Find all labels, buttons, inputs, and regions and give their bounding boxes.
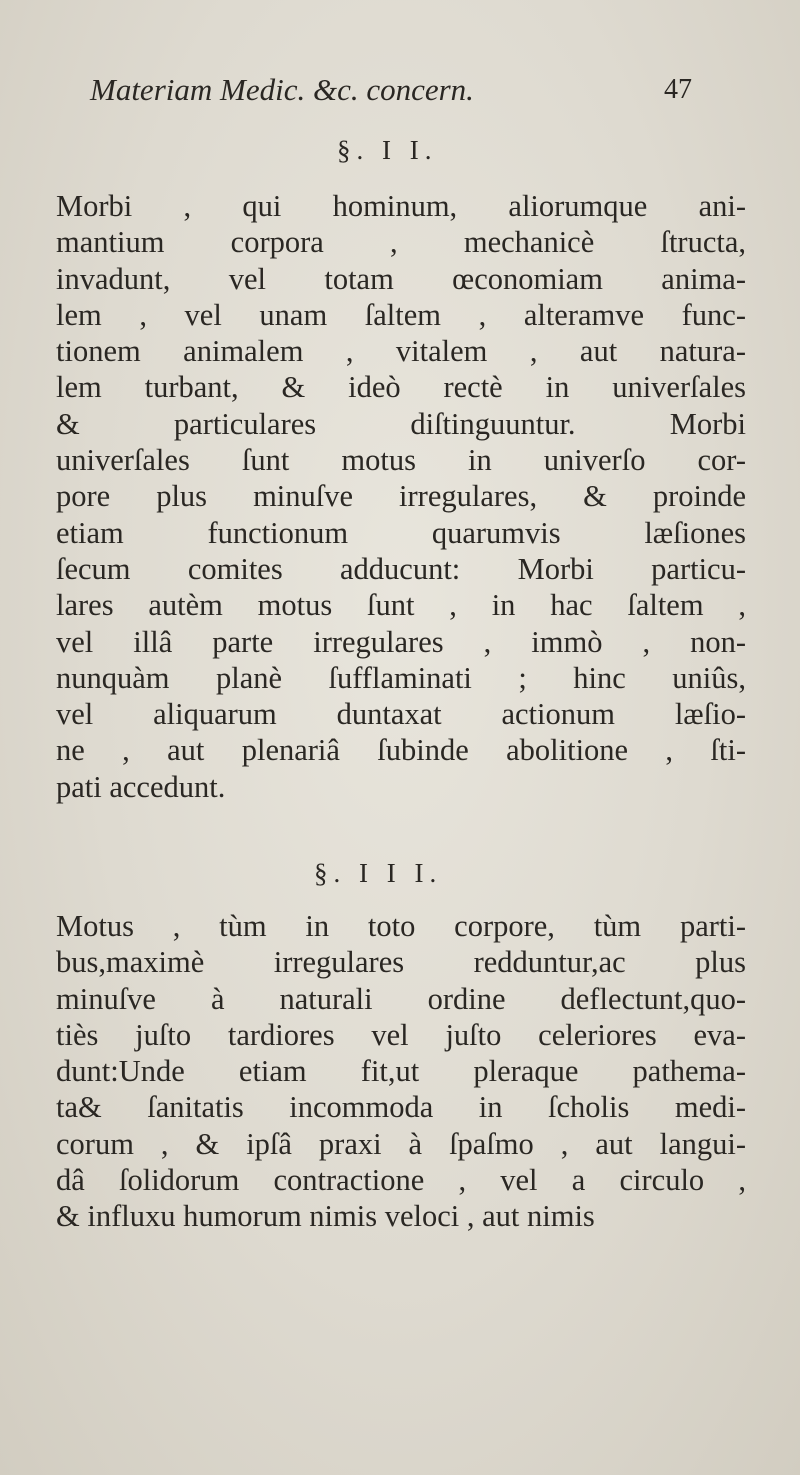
text-line: nunquàm planè ſufflaminati ; hinc uniûs, — [56, 660, 746, 695]
text-line: vel illâ parte irregulares , immò , non- — [56, 624, 746, 659]
text-line: tionem animalem , vitalem , aut natura- — [56, 334, 746, 369]
text-line: etiam functionum quarumvis læſiones — [56, 515, 746, 550]
section-iii-paragraph — [56, 908, 746, 1235]
text-line: lares autèm motus ſunt , in hac ſaltem , — [56, 588, 746, 623]
text-line: invadunt, vel totam œconomiam anima- — [56, 261, 746, 296]
text-line: & particulares diſtinguuntur. Morbi — [56, 406, 746, 441]
text-line: bus,maximè irregulares redduntur,ac plus — [56, 945, 746, 980]
text-line: vel aliquarum duntaxat actionum læſio- — [56, 697, 746, 732]
section-heading-iii: §. I I I. — [314, 858, 443, 888]
text-line: corum , & ipſâ praxi à ſpaſmo , aut langui- — [56, 1126, 746, 1161]
text-line: lem , vel unam ſaltem , alteramve func- — [56, 297, 746, 332]
text-line: univerſales ſunt motus in univerſo cor- — [56, 443, 746, 478]
text-line: Motus , tùm in toto corpore, tùm parti- — [56, 909, 746, 943]
text-line: ta& ſanitatis incommoda in ſcholis medi- — [56, 1090, 746, 1125]
text-line: mantium corpora , mechanicè ſtructa, — [56, 225, 746, 260]
text-line: Morbi , qui hominum, aliorumque ani- — [56, 189, 746, 223]
text-line: dunt:Unde etiam fit,ut pleraque pathema- — [56, 1054, 746, 1089]
text-line: minuſve à naturali ordine deflectunt,quo- — [56, 981, 746, 1016]
text-line: tiès juſto tardiores vel juſto celeriores eva- — [56, 1017, 746, 1052]
running-title: Materiam Medic. &c. concern. — [90, 72, 474, 107]
section-heading-ii: §. I I. — [337, 135, 438, 165]
text-line: pati accedunt. — [56, 769, 226, 804]
text-line: lem turbant, & ideò rectè in univerſales — [56, 370, 746, 405]
text-line: ſecum comites adducunt: Morbi particu- — [56, 551, 746, 586]
text-line: dâ ſolidorum contractione , vel a circulo , — [56, 1163, 746, 1198]
page-number: 47 — [664, 74, 692, 105]
text-line: & influxu humorum nimis veloci , aut nimis — [56, 1199, 595, 1234]
section-ii-paragraph — [56, 188, 746, 805]
page-header — [90, 72, 690, 112]
text-line: ne , aut plenariâ ſubinde abolitione , ſti- — [56, 733, 746, 768]
text-line: pore plus minuſve irregulares, & proinde — [56, 479, 746, 514]
